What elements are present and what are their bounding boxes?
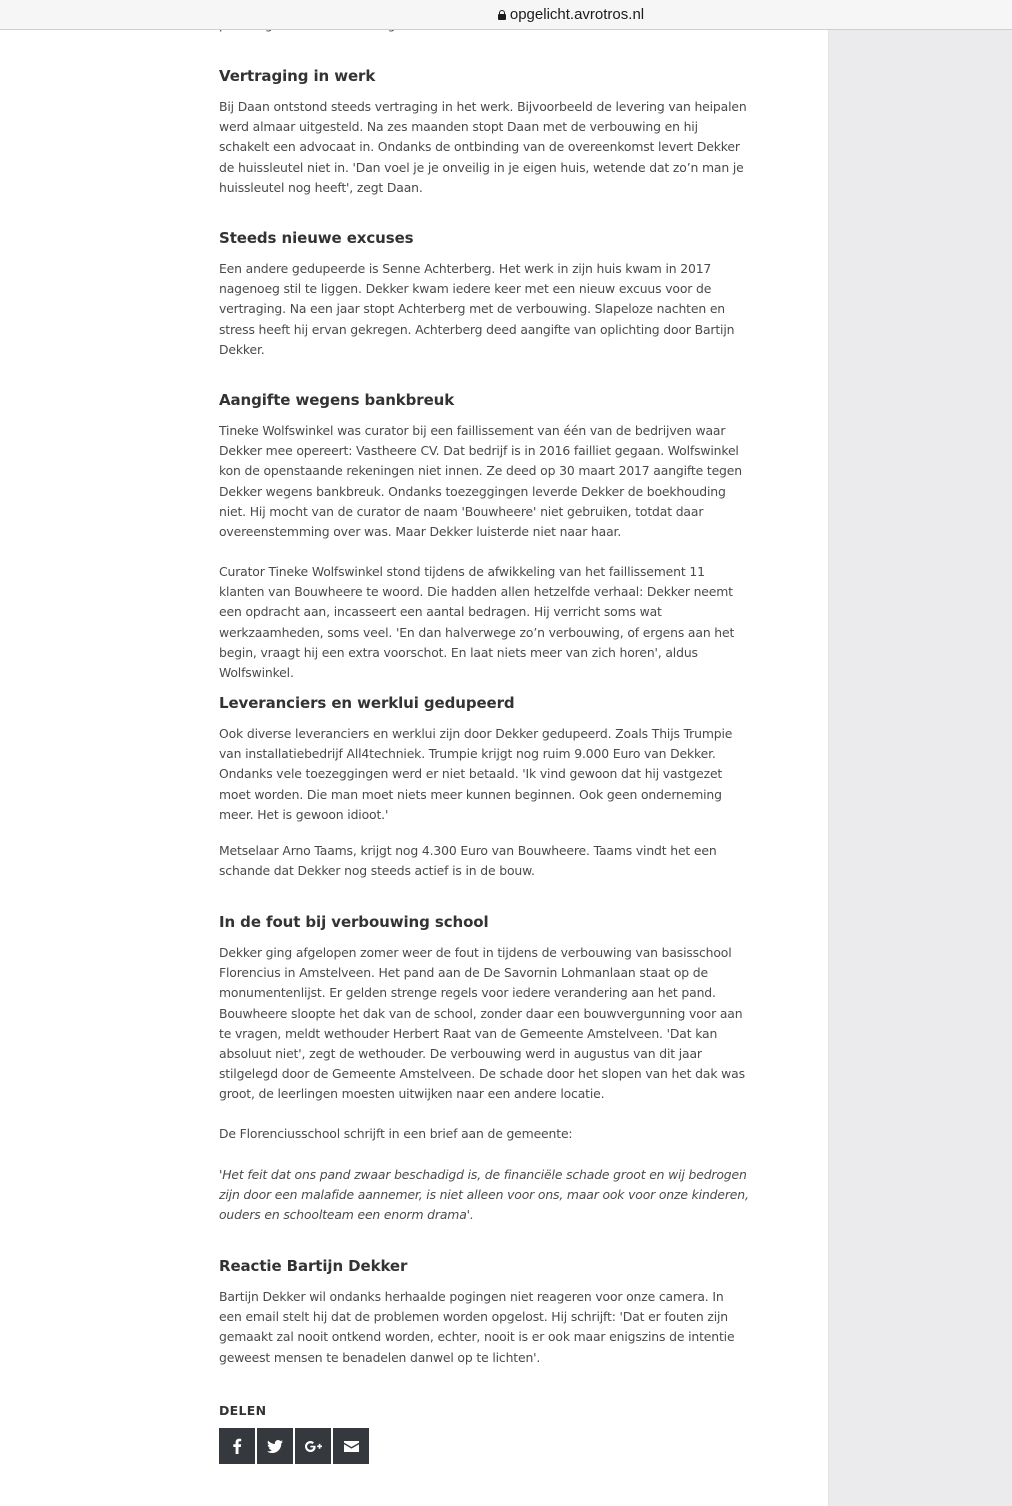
share-twitter-button[interactable] [257,1428,293,1464]
url-text: opgelicht.avrotros.nl [509,6,645,23]
url-display[interactable] [498,6,644,23]
section-title: Reactie Bartijn Dekker [219,1257,408,1275]
article-paragraph: Dekker ging afgelopen zomer weer de fout in tijdens de verbouwing van basisschool Florencius in Amstelveen. Het pand aan de De Savornin Lohmanlaan staat op de monumentenlijst. Er gelden strenge regels voor iedere verandering aan het pand. Bouwheere sloopte het dak van de school, zonder daar een bouwvergunning voor aan te vragen, meldt wethouder Herbert Raat van de Gemeente Amstelveen. 'Dat kan absoluut niet', zegt de wethouder. De verbouwing werd in augustus van dit jaar stilgelegd door de Gemeente Amstelveen. De schade door het slopen van het dak was groot, de leerlingen moesten uitwijken naar een andere locatie. [219,945,745,1102]
article-paragraph: Een andere gedupeerde is Senne Achterberg. Het werk in zijn huis kwam in 2017 nagenoeg stil te liggen. Dekker kwam iedere keer met een nieuw excuus voor de vertraging. Na een jaar stopt Achterberg met de verbouwing. Slapeloze nachten en stress heeft hij ervan gekregen. Achterberg deed aangifte van oplichting door Bartijn Dekker. [219,261,735,357]
article-paragraph: De Florenciusschool schrijft in een brief aan de gemeente: [219,1126,573,1141]
google-plus-icon [305,1441,322,1452]
section-title: In de fout bij verbouwing school [219,913,489,931]
twitter-icon [267,1440,283,1453]
share-email-button[interactable] [333,1428,369,1464]
browser-address-bar[interactable] [0,0,1012,30]
share-facebook-button[interactable] [219,1428,255,1464]
share-google-plus-button[interactable] [295,1428,331,1464]
article-paragraph: Metselaar Arno Taams, krijgt nog 4.300 Euro van Bouwheere. Taams vindt het een schande dat Dekker nog steeds actief is in de bouw. [219,843,717,879]
section-title: Aangifte wegens bankbreuk [219,391,455,409]
article-quote: 'Het feit dat ons pand zwaar beschadigd is, de financiële schade groot en wij bedrogen zijn door een malafide aannemer, is niet alleen voor ons, maar ook voor onze kinderen, ouders en schoolteam een enorm drama'. [219,1167,749,1223]
section-title: Vertraging in werk [219,67,376,85]
facebook-icon [232,1438,242,1454]
article-paragraph: Tineke Wolfswinkel was curator bij een faillissement van één van de bedrijven waar Dekker mee opereert: Vastheere CV. Dat bedrijf is in 2016 failliet gegaan. Wolfswinkel kon de openstaande rekeningen niet innen. Ze deed op 30 maart 2017 aangifte tegen Dekker wegens bankbreuk. Ondanks toezeggingen leverde Dekker de boekhouding niet. Hij mocht van de curator de naam 'Bouwheere' niet gebruiken, totdat daar overeenstemming over was. Maar Dekker luisterde niet naar haar. [219,423,742,540]
section-title: Leveranciers en werklui gedupeerd [219,694,515,712]
lock-icon [498,10,506,20]
side-panel [828,30,1012,1506]
section-title: Steeds nieuwe excuses [219,229,414,247]
article-paragraph: Bij Daan ontstond steeds vertraging in het werk. Bijvoorbeeld de levering van heipalen werd almaar uitgesteld. Na zes maanden stopt Daan met de verbouwing en hij schakelt een advocaat in. Ondanks de ontbinding van de overeenkomst levert Dekker de huissleutel niet in. 'Dan voel je je onveilig in je eigen huis, wetende dat zo’n man je huissleutel nog heeft', zegt Daan. [219,99,747,195]
article-paragraph: Curator Tineke Wolfswinkel stond tijdens de afwikkeling van het faillissement 11 klanten van Bouwheere te woord. Die hadden allen hetzelfde verhaal: Dekker neemt een opdracht aan, incasseert een aantal bedragen. Hij verricht soms wat werkzaamheden, soms veel. 'En dan halverwege zo’n verbouwing, of ergens aan het begin, vraagt hij een extra voorschot. En laat niets meer van zich horen', aldus Wolfswinkel. [219,564,735,681]
share-label: DELEN [219,1403,267,1418]
share-buttons [219,1428,369,1464]
envelope-icon [344,1441,359,1452]
article-paragraph: Bartijn Dekker wil ondanks herhaalde pogingen niet reageren voor onze camera. In een email stelt hij dat de problemen worden opgelost. Hij schrijft: 'Dat er fouten zijn gemaakt zal nooit ontkend worden, echter, nooit is er ook maar enigszins de intentie geweest mensen te benadelen danwel op te lichten'. [219,1289,735,1365]
article-paragraph: Ook diverse leveranciers en werklui zijn door Dekker gedupeerd. Zoals Thijs Trumpie van installatiebedrijf All4techniek. Trumpie krijgt nog ruim 9.000 Euro van Dekker. Ondanks vele toezeggingen werd er niet betaald. 'Ik vind gewoon dat hij vastgezet moet worden. Die man moet niets meer kunnen beginnen. Ook geen onderneming meer. Het is gewoon idioot.' [219,726,733,822]
